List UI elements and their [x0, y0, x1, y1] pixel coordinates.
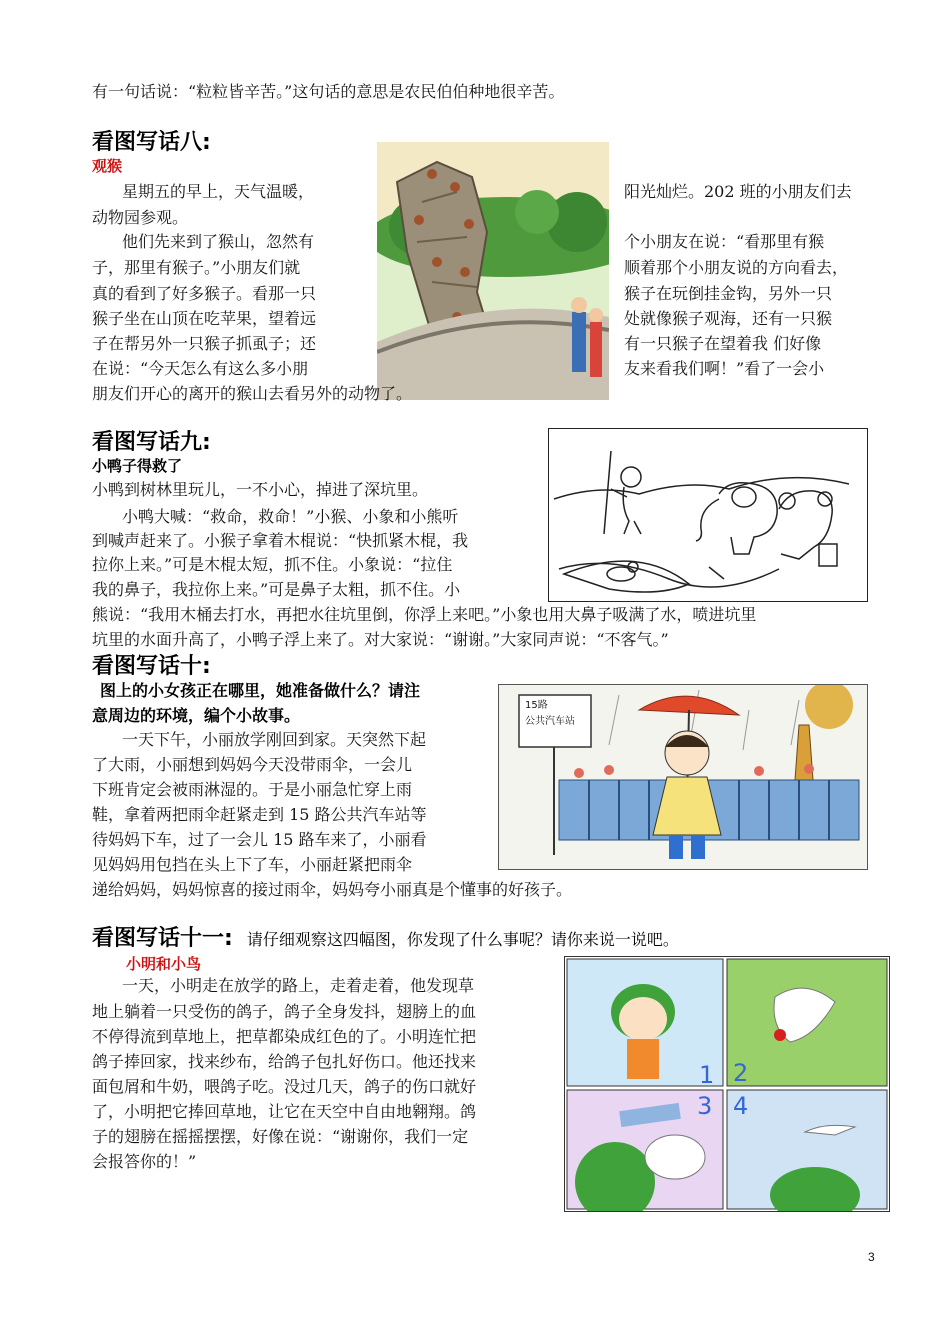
panel-number: 4	[733, 1092, 749, 1120]
duckling-rescue-picture	[548, 428, 868, 602]
boy-and-bird-comic-illustration	[565, 957, 889, 1211]
section10-line: 递给妈妈，妈妈惊喜的接过雨伞，妈妈夸小丽真是个懂事的好孩子。	[92, 880, 573, 899]
section8-line: 猴子坐在山顶在吃苹果，望着远	[92, 309, 317, 328]
section8-line: 在说：“今天怎么有这么多小朋	[92, 359, 309, 378]
section11-heading-text: 看图写话十一:	[92, 926, 233, 951]
section10-line: 了大雨，小丽想到妈妈今天没带雨伞，一会儿	[92, 755, 413, 774]
section8-line: 阳光灿烂。202 班的小朋友们去	[624, 182, 852, 201]
section8-line: 真的看到了好多猴子。看那一只	[92, 284, 317, 303]
section8-line: 顺着那个小朋友说的方向看去，	[624, 258, 849, 277]
section9-line: 坑里的水面升高了，小鸭子浮上来了。对大家说：“谢谢。”大家同声说：“不客气。”	[92, 630, 669, 649]
monkey-hill-illustration	[377, 142, 609, 400]
section11-line: 子的翅膀在摇摇摆摆，好像在说：“谢谢你，我们一定	[92, 1127, 469, 1146]
section11-line: 面包屑和牛奶，喂鸽子吃。没过几天，鸽子的伤口就好	[92, 1077, 477, 1096]
bus-stop-girl-picture	[498, 684, 868, 870]
section8-subtitle: 观猴	[92, 157, 123, 175]
section11-line: 会报答你的！”	[92, 1152, 197, 1171]
bus-stop-sign-route: 15路	[525, 700, 548, 711]
boy-and-bird-comic	[564, 956, 890, 1212]
section8-line: 子在帮另外一只猴子抓虱子；还	[92, 334, 317, 353]
section11-line: 了，小明把它捧回草地，让它在天空中自由地翱翔。鸽	[92, 1102, 477, 1121]
section9-line: 小鸭到树林里玩儿，一不小心，掉进了深坑里。	[92, 480, 429, 499]
section10-line: 见妈妈用包挡在头上下了车，小丽赶紧把雨伞	[92, 855, 413, 874]
panel-number: 1	[699, 1061, 715, 1089]
bus-stop-sign-name: 公共汽车站	[525, 716, 575, 727]
intro-line: 有一句话说：“粒粒皆辛苦。”这句话的意思是农民伯伯种地很辛苦。	[92, 82, 565, 101]
duckling-rescue-illustration	[549, 429, 867, 601]
section11-subtitle: 小明和小鸟	[126, 955, 202, 973]
section8-line: 猴子在玩倒挂金钩，另外一只	[624, 284, 833, 303]
section9-line: 拉你上来。”可是木棍太短，抓不住。小象说：“拉住	[92, 555, 453, 574]
bus-stop-girl-illustration	[499, 685, 867, 869]
section10-line: 鞋，拿着两把雨伞赶紧走到 15 路公共汽车站等	[92, 805, 427, 824]
section10-question: 意周边的环境，编个小故事。	[92, 706, 301, 725]
section8-line: 有一只猴子在望着我 们好像	[624, 334, 822, 353]
section9-subtitle: 小鸭子得救了	[92, 457, 183, 475]
section10-heading: 看图写话十:	[92, 654, 211, 679]
section8-line: 子，那里有猴子。”小朋友们就	[92, 258, 301, 277]
section11-line: 不停得流到草地上，把草都染成红色的了。小明连忙把	[92, 1027, 477, 1046]
section11-line: 地上躺着一只受伤的鸽子，鸽子全身发抖，翅膀上的血	[92, 1002, 477, 1021]
section9-line: 小鸭大喊：“救命，救命！”小猴、小象和小熊听	[122, 507, 459, 526]
monkey-hill-picture	[377, 142, 609, 400]
section10-line: 下班肯定会被雨淋湿的。于是小丽急忙穿上雨	[92, 780, 413, 799]
section10-question: 图上的小女孩正在哪里，她准备做什么？请注	[100, 681, 421, 700]
section8-line: 友来看我们啊！”看了一会小	[624, 359, 825, 378]
section11-instruction: 请仔细观察这四幅图，你发现了什么事呢？请你来说一说吧。	[246, 930, 679, 949]
section11-line: 一天，小明走在放学的路上，走着走着，他发现草	[122, 976, 475, 995]
section8-line: 他们先来到了猴山，忽然有	[122, 232, 315, 251]
section8-line: 朋友们开心的离开的猴山去看另外的动物了。	[92, 384, 413, 403]
section8-line: 个小朋友在说：“看那里有猴	[624, 232, 825, 251]
section11-heading	[92, 926, 679, 953]
section9-line: 熊说：“我用木桶去打水，再把水往坑里倒，你浮上来吧。”小象也用大鼻子吸满了水，喷进坑里	[92, 605, 757, 624]
section10-line: 一天下午，小丽放学刚回到家。天突然下起	[122, 730, 427, 749]
panel-number: 3	[697, 1092, 713, 1120]
section10-line: 待妈妈下车，过了一会儿 15 路车来了，小丽看	[92, 830, 427, 849]
page-number: 3	[868, 1250, 875, 1264]
section8-line: 星期五的早上，天气温暖，	[122, 182, 315, 201]
section9-line: 我的鼻子，我拉你上来。”可是鼻子太粗，抓不住。小	[92, 580, 461, 599]
section8-line: 处就像猴子观海，还有一只猴	[624, 309, 833, 328]
section11-line: 鸽子捧回家，找来纱布，给鸽子包扎好伤口。他还找来	[92, 1052, 477, 1071]
section8-heading: 看图写话八:	[92, 130, 211, 155]
panel-number: 2	[733, 1059, 749, 1087]
section9-line: 到喊声赶来了。小猴子拿着木棍说：“快抓紧木棍，我	[92, 531, 469, 550]
section9-heading: 看图写话九:	[92, 430, 211, 455]
section8-line: 动物园参观。	[92, 208, 189, 227]
